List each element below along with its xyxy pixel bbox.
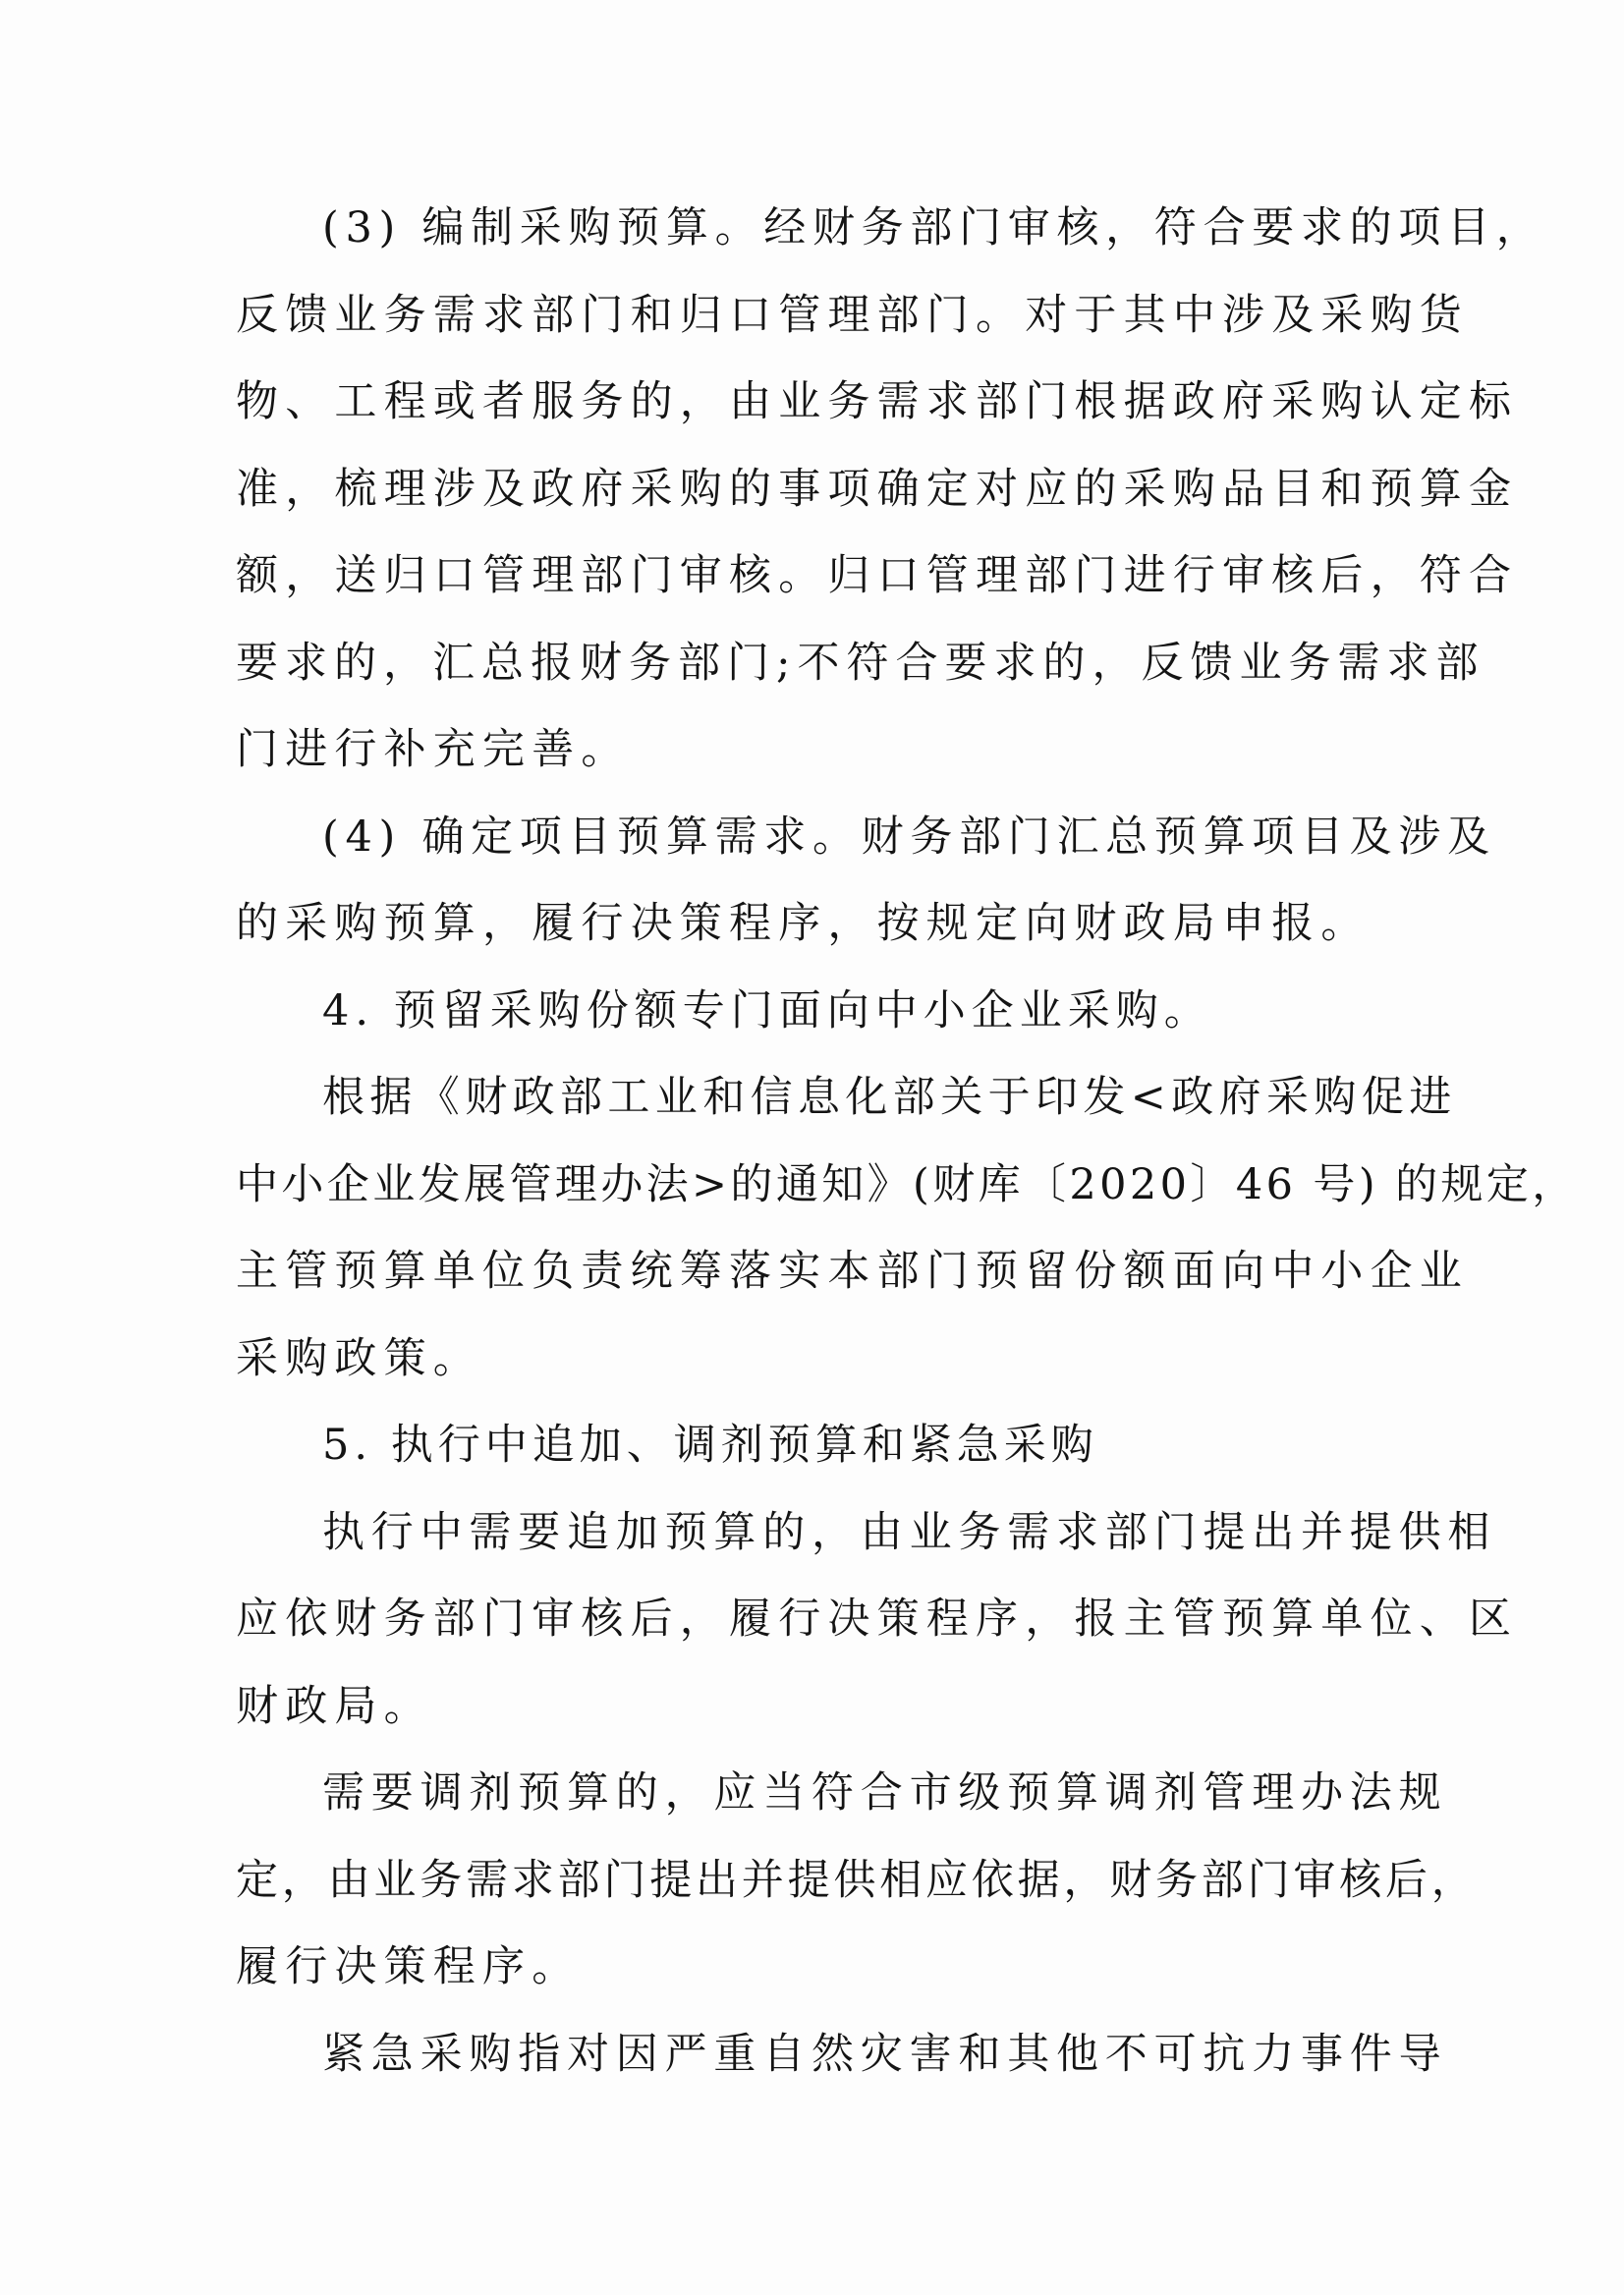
text-line: 门进行补充完善。: [236, 725, 631, 774]
section-heading: 4. 预留采购份额专门面向中小企业采购。: [322, 986, 1212, 1036]
text-line: (3) 编制采购预算。经财务部门审核，符合要求的项目，: [322, 203, 1545, 252]
text-line: 要求的，汇总报财务部门;不符合要求的，反馈业务需求部: [236, 639, 1485, 688]
text-line: 反馈业务需求部门和归口管理部门。对于其中涉及采购货: [236, 291, 1469, 340]
text-line: 履行决策程序。: [236, 1942, 582, 1991]
text-line: 中小企业发展管理办法>的通知》(财库〔2020〕46 号) 的规定，: [236, 1160, 1578, 1209]
text-line: 需要调剂预算的，应当符合市级预算调剂管理办法规: [322, 1768, 1448, 1818]
text-line: 额，送归口管理部门审核。归口管理部门进行审核后，符合: [236, 551, 1519, 600]
text-line: 根据《财政部工业和信息化部关于印发<政府采购促进: [322, 1073, 1457, 1122]
text-line: 物、工程或者服务的，由业务需求部门根据政府采购认定标: [236, 377, 1519, 426]
text-line: 执行中需要追加预算的，由业务需求部门提出并提供相: [322, 1508, 1497, 1557]
text-line: (4) 确定项目预算需求。财务部门汇总预算项目及涉及: [322, 812, 1496, 862]
text-line: 定，由业务需求部门提出并提供相应依据，财务部门审核后，: [236, 1856, 1478, 1905]
text-line: 主管预算单位负责统筹落实本部门预留份额面向中小企业: [236, 1247, 1469, 1296]
text-line: 财政局。: [236, 1682, 433, 1731]
section-heading: 5. 执行中追加、调剂预算和紧急采购: [322, 1421, 1098, 1470]
text-line: 的采购预算，履行决策程序，按规定向财政局申报。: [236, 899, 1371, 948]
text-line: 采购政策。: [236, 1334, 482, 1383]
text-line: 应依财务部门审核后，履行决策程序，报主管预算单位、区: [236, 1595, 1519, 1644]
text-line: 准，梳理涉及政府采购的事项确定对应的采购品目和预算金: [236, 465, 1519, 514]
text-line: 紧急采购指对因严重自然灾害和其他不可抗力事件导: [322, 2030, 1448, 2079]
